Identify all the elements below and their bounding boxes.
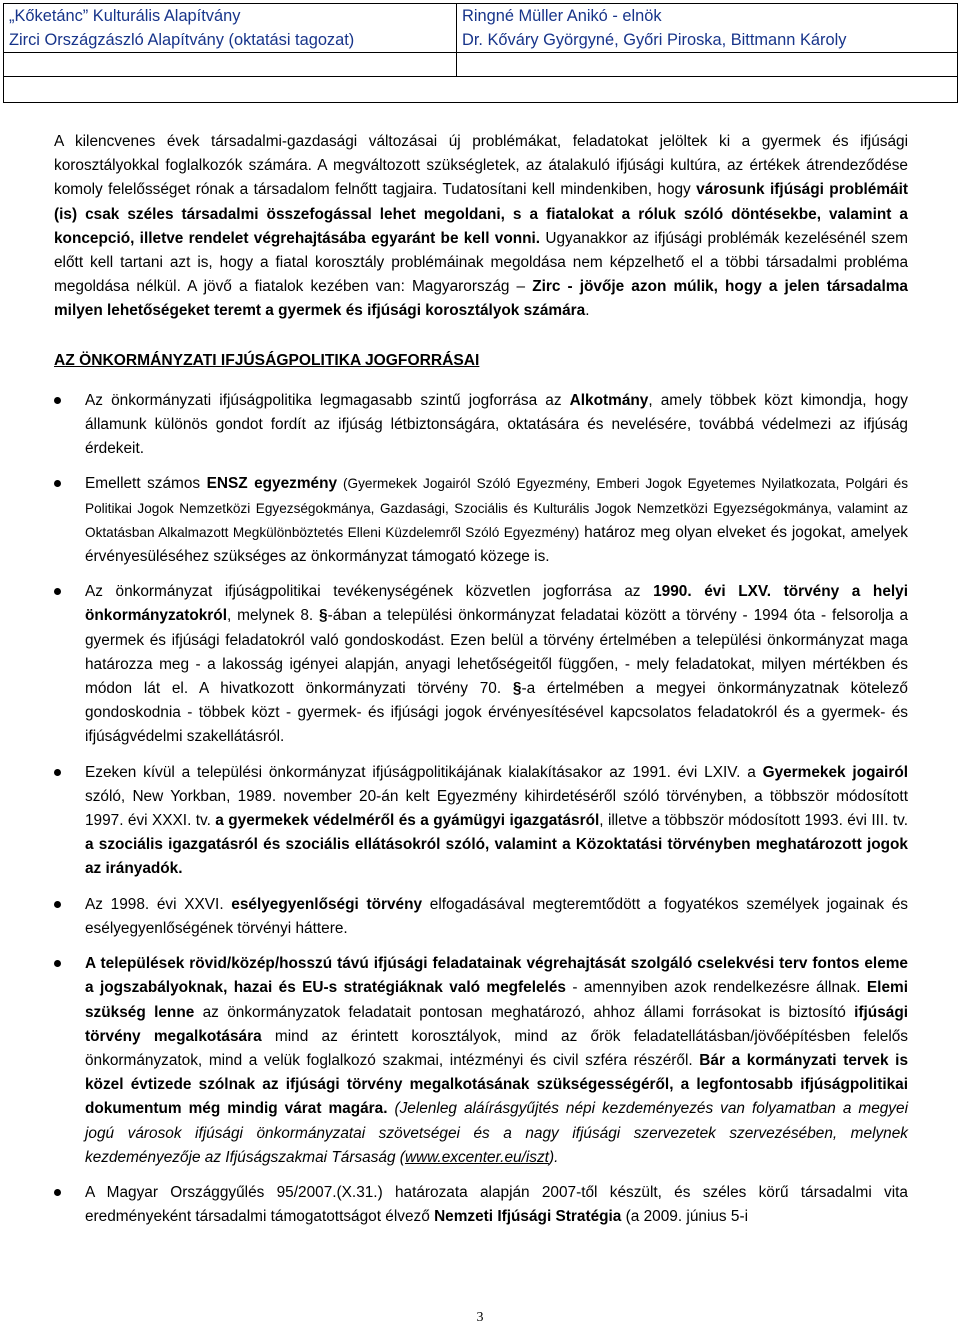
list-item [54, 1181, 908, 1229]
page-number: 3 [476, 1310, 484, 1325]
item-text: az önkormányzatok feladatait pontosan meghatározó, ahhoz állami forrásokat is biztosító [194, 1003, 855, 1021]
item-bold: § [512, 680, 522, 698]
header-role1: Ringné Müller Anikó - elnök [462, 7, 662, 25]
item-bold: Bár a kormányzati tervek is közel évtizede szólnak az ifjúsági törvény megalkotásának szükségességéről, a legfontosabb ifjúságpolitikai dokumentum még mindig várat magára. [85, 1051, 909, 1118]
header-row [4, 4, 958, 53]
item-text: mind az érintett korosztályok, mind az őrök feladatellátásban/jövőépítésben felelős önkormányzatok, mind a velük foglalkozó szakmai, intézményi és civil szféra részéről. [85, 1027, 908, 1069]
item-bold: ENSZ egyezmény [206, 475, 338, 493]
header-org1: „Kőketánc” Kulturális Alapítvány [9, 7, 241, 25]
header-role2: Dr. Kőváry Györgyné, Győri Piroska, Bittmann Károly [462, 31, 847, 49]
item-text: -ában a települési önkormányzat feladatai között a törvény - 1994 óta - felsorolja a gyermek és ifjúsági feladatokról való gondoskodást. Ezen belül a törvény értelmében a települési önkormányzat maga határozza meg - a lakosság igényei alapján, anyagi lehetőségeitől függően, - mely feladatokat, milyen mértékben és módon lát el. A hivatkozott önkormányzati törvény 70. [85, 607, 908, 698]
list-item [54, 580, 908, 749]
list-item [54, 952, 908, 1170]
item-italic: (Jelenleg aláírásgyűjtés népi kezdeményezés van folyamatban a megyei jogú városok ifjúsági önkormányzatai szövetségei és a nagy ifjúsági szervezetek szervezésében, melynek kezdeményezője az Ifjúságszakmai Társaság ( [85, 1100, 908, 1166]
item-text: , illetve a többször módosított 1993. évi III. tv. [599, 812, 908, 830]
intro-text-3: . [585, 302, 590, 320]
bullet-icon [54, 769, 61, 776]
bullet-icon [54, 397, 61, 404]
item-text: Emellett számos [85, 475, 207, 493]
intro-text-1: A kilencvenes évek társadalmi-gazdasági változásai új problémákat, feladatokat jelöltek ki a gyermek és ifjúsági korosztályokkal foglalkozók számára. A megváltozott szükségletek, az átalakuló ifjúsági kultúra, az értékek átrendeződése komoly felelősséget rónak a társadalom felnőtt tagjaira. Tudatosítani kell mindenkiben, hogy [54, 133, 908, 199]
item-bold: a szociális igazgatásról és szociális ellátásokról szóló, valamint a Közoktatási törvényben meghatározott jogok az irányadók. [85, 836, 908, 878]
item-bold: Gyermekek jogairól [762, 763, 908, 781]
item-text: , amely többek közt kimondja, hogy államunk különös gondot fordít az ifjúság létbiztonságára, oktatására és nevelésére, továbbá védelmezi az ifjúság érdekeit. [85, 391, 908, 458]
legal-sources-list [54, 389, 908, 1230]
item-bold: § [319, 607, 328, 625]
bullet-icon [54, 1189, 61, 1196]
header-empty-row-full [4, 77, 958, 103]
intro-paragraph [54, 130, 908, 324]
bullet-icon [54, 901, 61, 908]
header-empty-cell-full [4, 77, 958, 103]
list-item [54, 761, 908, 882]
item-bold: Elemi szükség lenne [85, 979, 908, 1021]
item-bold: A települések rövid/közép/hosszú távú ifjúsági feladatainak végrehajtását szolgáló cselekvési terv fontos eleme a jogszabályoknak, hazai és EU-s stratégiáknak való megfelelés [85, 955, 908, 997]
section-heading: AZ ÖNKORMÁNYZATI IFJÚSÁGPOLITIKA JOGFORRÁSAI [54, 351, 480, 369]
item-bold: Alkotmány [569, 391, 649, 409]
list-item [54, 389, 908, 462]
header-role-cell [457, 4, 958, 53]
item-text: (a 2009. június 5-i [621, 1208, 748, 1226]
item-bold: a gyermekek védelméről és a gyámügyi igazgatásról [215, 812, 600, 830]
item-italic: ). [548, 1148, 559, 1166]
intro-text-2: Ugyanakkor az ifjúsági problémák kezelésénél szem előtt kell tartani azt is, hogy a fiatal korosztály problémáinak megoldása nem képzelhető el a többi társadalmi probléma megoldása nélkül. A jövő a fiatalok kezében van: Magyarország – [54, 229, 908, 296]
item-text: Az önkormányzat ifjúságpolitikai tevékenységének közvetlen jogforrása az [85, 583, 654, 601]
header-table [3, 3, 958, 103]
list-item [54, 472, 908, 569]
intro-bold-1: városunk ifjúsági problémáit (is) csak széles társadalmi összefogással lehet megoldani, s a fiatalokat a róluk szóló döntésekbe, valamint a koncepció, illetve rendelet végrehajtásába egyaránt be kell vonni. [54, 181, 908, 247]
item-small-text: (Gyermekek Jogairól Szóló Egyezmény, Emberi Jogok Egyetemes Nyilatkozata, Polgári és Politikai Jogok Nemzetközi Egyezségokmánya, Gazdasági, Szociális és Kulturális Jogok Nemzetközi Egyezségokmánya, valamint az Oktatásban Alkalmazott Megkülönböztetés Elleni Küzdelemről Szóló Egyezmény) [85, 476, 908, 540]
item-text: határoz meg olyan elveket és jogokat, amelyek érvényesüléséhez szükséges az önkormányzat támogató közege is. [85, 523, 908, 566]
item-text: szóló, New Yorkban, 1989. november 20-án kelt Egyezmény kihirdetéséről szóló törvényben, a többször módosított 1997. évi XXXI. tv. [85, 787, 908, 830]
header-empty-cell-left [4, 53, 457, 77]
item-text: elfogadásával megteremtődött a fogyatékos személyek jogainak és esélyegyenlőségének törvényi háttere. [85, 895, 908, 937]
item-text: Az önkormányzati ifjúságpolitika legmagasabb szintű jogforrása az [85, 391, 570, 409]
document-body [54, 130, 908, 1240]
item-bold: ifjúsági törvény megalkotására [85, 1003, 908, 1045]
item-text: Az 1998. évi XXVI. [85, 895, 232, 913]
item-text: -a értelmében a megyei önkormányzatnak kötelező gondoskodnia - többek közt - gyermek- és ifjúsági jogok érvényesítésével kapcsolatos feladatokról és a gyermek- és ifjúságvédelmi szakellátásról. [85, 680, 908, 746]
header-empty-cell-right [457, 53, 958, 77]
item-text: A Magyar Országgyűlés 95/2007.(X.31.) határozata alapján 2007-től készült, és széles körű társadalmi vita eredményeként társadalmi támogatottságot élvező [85, 1183, 908, 1226]
item-bold: 1990. évi LXV. törvény a helyi önkormányzatokról [85, 583, 909, 625]
item-text: , melynek 8. [226, 607, 320, 625]
item-bold: esélyegyenlőségi törvény [231, 895, 423, 913]
bullet-icon [54, 480, 61, 487]
header-org2: Zirci Országzászló Alapítvány (oktatási tagozat) [9, 31, 355, 49]
intro-bold-2: Zirc - jövője azon múlik, hogy a jelen társadalma milyen lehetőségeket teremt a gyermek és ifjúsági korosztályok számára [54, 278, 908, 320]
item-text: - amennyiben azok rendelkezésre állnak. [565, 979, 867, 997]
header-empty-row [4, 53, 958, 77]
bullet-icon [54, 960, 61, 967]
bullet-icon [54, 588, 61, 595]
header-org-cell [4, 4, 457, 53]
excenter-link[interactable]: www.excenter.eu/iszt [404, 1148, 549, 1166]
item-text: Ezeken kívül a települési önkormányzat ifjúságpolitikájának kialakításakor az 1991. évi LXIV. a [85, 763, 763, 781]
item-bold: Nemzeti Ifjúsági Stratégia [434, 1208, 622, 1226]
list-item [54, 893, 908, 941]
